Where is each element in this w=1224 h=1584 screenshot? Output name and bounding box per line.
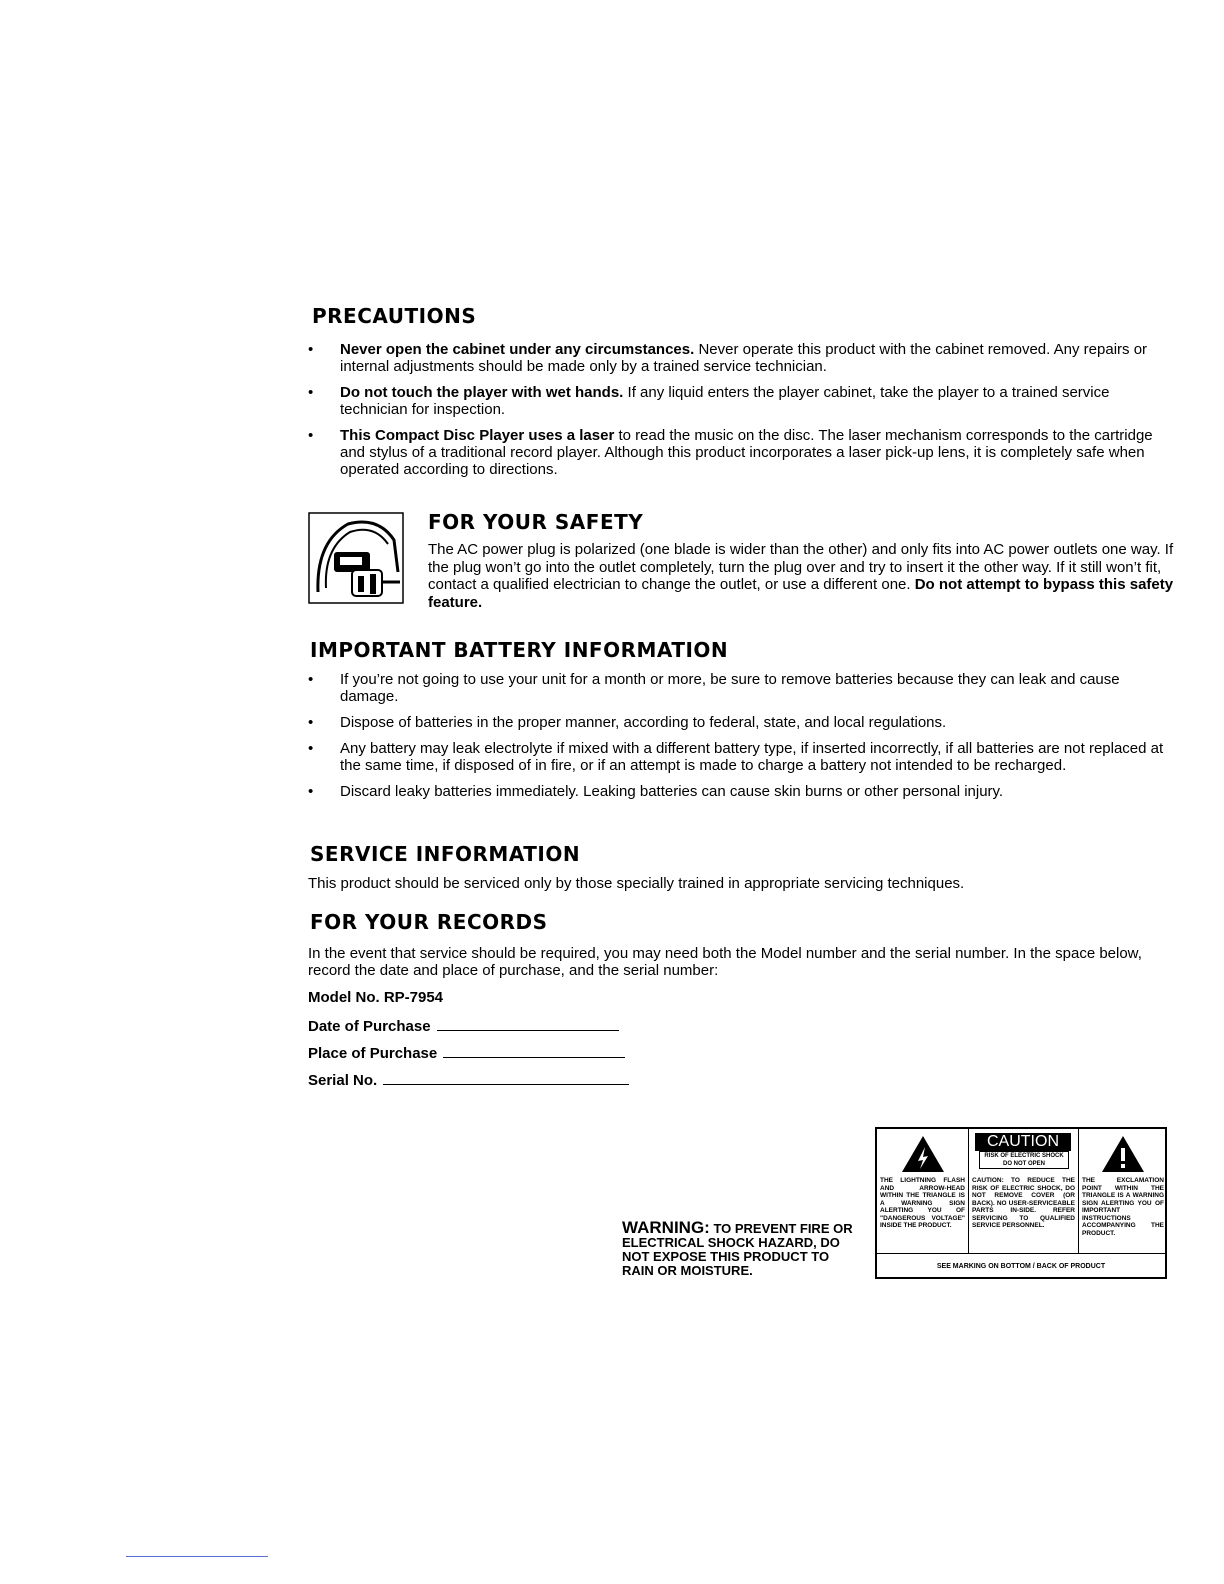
service-heading: SERVICE INFORMATION [310, 842, 581, 866]
caution-right-column [1079, 1129, 1167, 1253]
date-of-purchase-field[interactable]: Date of Purchase [308, 1016, 619, 1035]
list-item: • Do not touch the player with wet hands. If any liquid enters the player cabinet, take the player to a trained service technician for inspection. [308, 384, 1110, 418]
records-text: In the event that service should be required, you may need both the Model number and the serial number. In the space below, record the date and place of purchase, and the serial number: [308, 945, 1142, 979]
caution-subtitle: RISK OF ELECTRIC SHOCK DO NOT OPEN [979, 1151, 1069, 1169]
lightning-warning-icon [901, 1135, 945, 1173]
list-item: • Any battery may leak electrolyte if mixed with a different battery type, if inserted incorrectly, if all batteries are not replaced at the same time, if disposed of in fire, or if an attempt is made to charge a battery not intended to be recharged. [308, 740, 1164, 774]
list-item: • Dispose of batteries in the proper manner, according to federal, state, and local regulations. [308, 714, 947, 731]
safety-text: The AC power plug is polarized (one blade is wider than the other) and only fits into AC power outlets one way. If the plug won’t go into the outlet completely, turn the plug over and try to insert it the other way. If it still won’t fit, contact a qualified electrician to change the outlet, or use a different one. Do not attempt to bypass this safety feature. [428, 541, 1174, 611]
battery-list [306, 671, 1176, 809]
list-item: • If you’re not going to use your unit for a month or more, be sure to remove batteries because they can leak and cause damage. [308, 671, 1120, 705]
footnote-rule [126, 1556, 268, 1557]
model-number: Model No. RP-7954 [308, 989, 444, 1006]
precautions-heading: PRECAUTIONS [312, 304, 477, 328]
safety-heading: FOR YOUR SAFETY [428, 510, 644, 534]
records-heading: FOR YOUR RECORDS [310, 910, 548, 934]
caution-middle-column [969, 1129, 1079, 1253]
caution-label [875, 1127, 1167, 1279]
caution-title: CAUTION [975, 1133, 1071, 1151]
service-text: This product should be serviced only by those specially trained in appropriate servicing techniques. [308, 875, 965, 892]
exclamation-warning-icon [1101, 1135, 1145, 1173]
list-item: • Discard leaky batteries immediately. Leaking batteries can cause skin burns or other personal injury. [308, 783, 1004, 800]
warning-text: WARNING: TO PREVENT FIRE OR ELECTRICAL SHOCK HAZARD, DO NOT EXPOSE THIS PRODUCT TO RAIN OR MOISTURE. [622, 1218, 853, 1278]
caution-left-column [877, 1129, 969, 1253]
caution-middle-text: CAUTION: TO REDUCE THE RISK OF ELECTRIC SHOCK, DO NOT REMOVE COVER (OR BACK). NO USER-SERVICEABLE PARTS IN-SIDE. REFER SERVICING TO QUALIFIED SERVICE PERSONNEL. [972, 1177, 1075, 1229]
polarized-plug-icon [308, 512, 404, 604]
caution-footer: SEE MARKING ON BOTTOM / BACK OF PRODUCT [877, 1253, 1165, 1280]
caution-left-text: THE LIGHTNING FLASH AND ARROW-HEAD WITHIN THE TRIANGLE IS A WARNING SIGN ALERTING YOU OF "DANGEROUS VOLTAGE" INSIDE THE PRODUCT. [880, 1177, 965, 1229]
list-item: • This Compact Disc Player uses a laser to read the music on the disc. The laser mechanism corresponds to the cartridge and stylus of a traditional record player. Although this product incorporates a laser pick-up lens, it is completely safe when operated according to directions. [308, 427, 1153, 478]
battery-heading: IMPORTANT BATTERY INFORMATION [310, 638, 729, 662]
precautions-list [306, 341, 1176, 487]
serial-number-field[interactable]: Serial No. [308, 1070, 629, 1089]
caution-right-text: THE EXCLAMATION POINT WITHIN THE TRIANGLE IS A WARNING SIGN ALERTING YOU OF IMPORTANT INSTRUCTIONS ACCOMPANYING THE PRODUCT. [1082, 1177, 1164, 1237]
list-item: • Never open the cabinet under any circumstances. Never operate this product with the cabinet removed. Any repairs or internal adjustments should be made only by a trained service technician. [308, 341, 1148, 375]
place-of-purchase-field[interactable]: Place of Purchase [308, 1043, 625, 1062]
